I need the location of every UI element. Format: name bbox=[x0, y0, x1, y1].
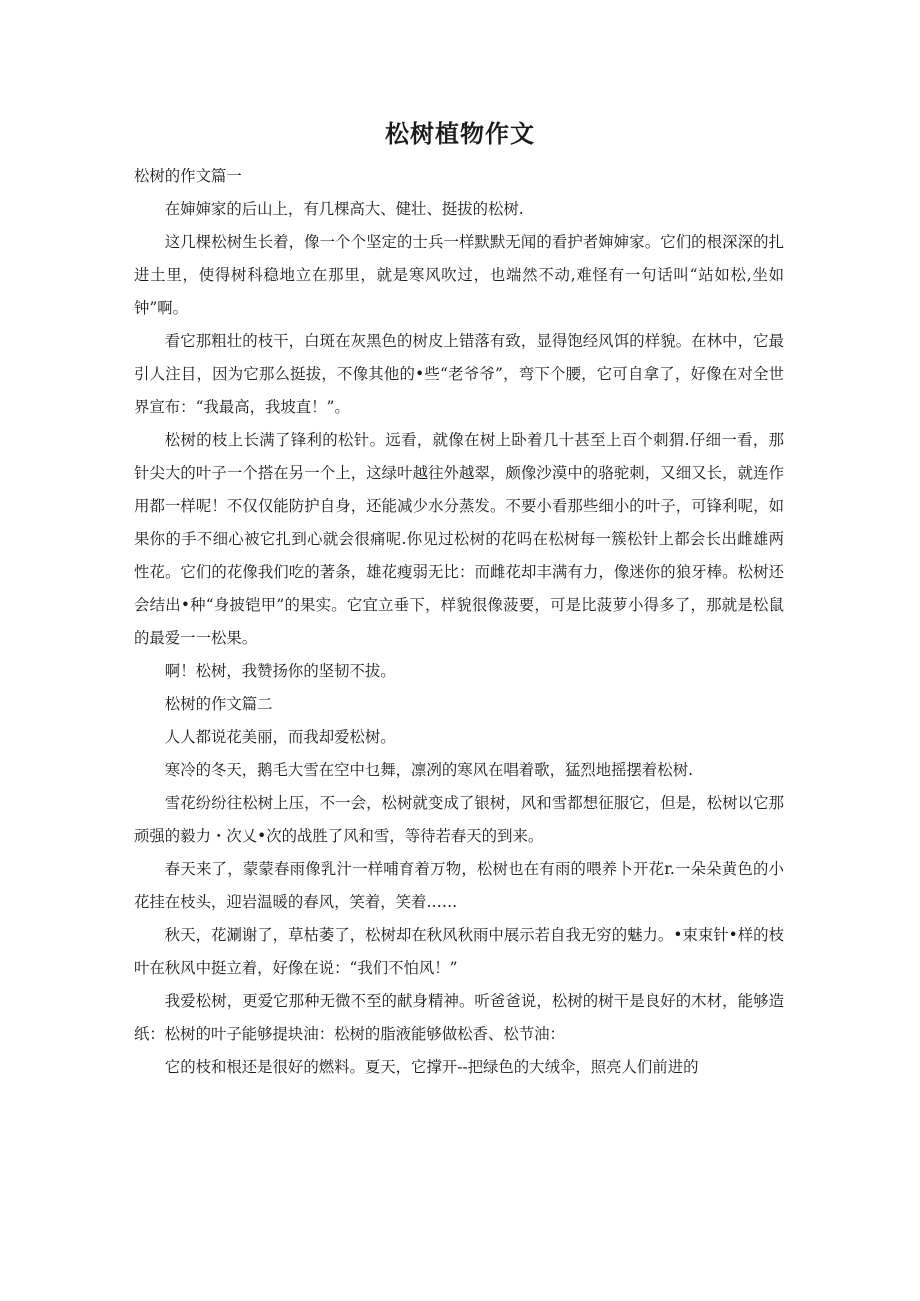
paragraph: 春天来了，蒙蒙春雨像乳汁一样哺育着万物，松树也在有雨的喂养卜开花r.一朵朵黄色的小花挂在枝头，迎岩温暖的春风，笑着，笑着…… bbox=[134, 860, 784, 911]
document-body bbox=[134, 160, 784, 1084]
paragraph: 寒冷的冬天，鹅毛大雪在空中乜舞，凛冽的寒风在唱着歌，猛烈地摇摆着松树. bbox=[164, 761, 693, 779]
paragraph: 在婶婶家的后山上，有几棵高大、健壮、挺拔的松树. bbox=[164, 200, 524, 218]
paragraph: 啊！松树，我赞扬你的坚韧不拔。 bbox=[164, 662, 396, 680]
paragraph: 秋天，花涮谢了，草枯萎了，松树却在秋风秋雨中展示若自我无穷的魅力。•束束针•样的枝叶在秋风中挺立着，好像在说：“我们不怕风！” bbox=[134, 926, 784, 977]
paragraph: 人人都说花美丽，而我却爱松树。 bbox=[164, 728, 396, 746]
section-heading-one: 松树的作文篇一 bbox=[134, 167, 242, 185]
paragraph: 看它那粗壮的枝干，白斑在灰黑色的树皮上错落有致，显得饱经风饵的样貌。在林中，它最引人注目，因为它那么挺拔，不像其他的•些“老爷爷”，弯下个腰，它可自拿了，好像在对全世界宣布：“我最高，我坡直！”。 bbox=[134, 332, 784, 416]
paragraph: 这几棵松树生长着，像一个个坚定的士兵一样默默无闻的看护者婶婶家。它们的根深深的扎进土里，使得树科稳地立在那里，就是寒风吹过，也端然不动,难怪有一句话叫“站如松,坐如钟”啊。 bbox=[134, 233, 784, 317]
paragraph: 松树的枝上长满了锋利的松针。远看，就像在树上卧着几十甚至上百个刺猬.仔细一看，那针尖大的叶子一个搭在另一个上，这绿叶越往外越翠，颇像沙漠中的骆驼刺，又细又长，就连作用都一样呢！不仅仅能防护自身，还能减少水分蒸发。不要小看那些细小的叶子，可锋利呢，如果你的手不细心被它扎到心就会很痛呢.你见过松树的花吗在松树每一簇松针上都会长出雌雄两性花。它们的花像我们吃的著条，雄花瘦弱无比：而雌花却丰满有力，像迷你的狼牙棒。松树还会结出•种“身披铠甲”的果实。它宜立垂下，样貌很像菠要，可是比菠萝小得多了，那就是松鼠的最爱一一松果。 bbox=[134, 431, 784, 647]
paragraph: 我爱松树，更爱它那种无微不至的献身精神。听爸爸说，松树的树干是良好的木材，能够造纸：松树的叶子能够提块油：松树的脂液能够做松香、松节油： bbox=[134, 992, 784, 1043]
section-heading-two: 松树的作文篇二 bbox=[164, 695, 273, 713]
paragraph: 雪花纷纷往松树上压，不一会，松树就变成了银树，风和雪都想征服它，但是，松树以它那顽强的毅力・次乂•次的战胜了风和雪，等待若春天的到来。 bbox=[134, 794, 784, 845]
paragraph: 它的枝和根还是很好的燃料。夏天，它撑开--把绿色的大绒伞，照亮人们前进的 bbox=[164, 1058, 699, 1076]
document-title: 松树植物作文 bbox=[385, 120, 535, 148]
